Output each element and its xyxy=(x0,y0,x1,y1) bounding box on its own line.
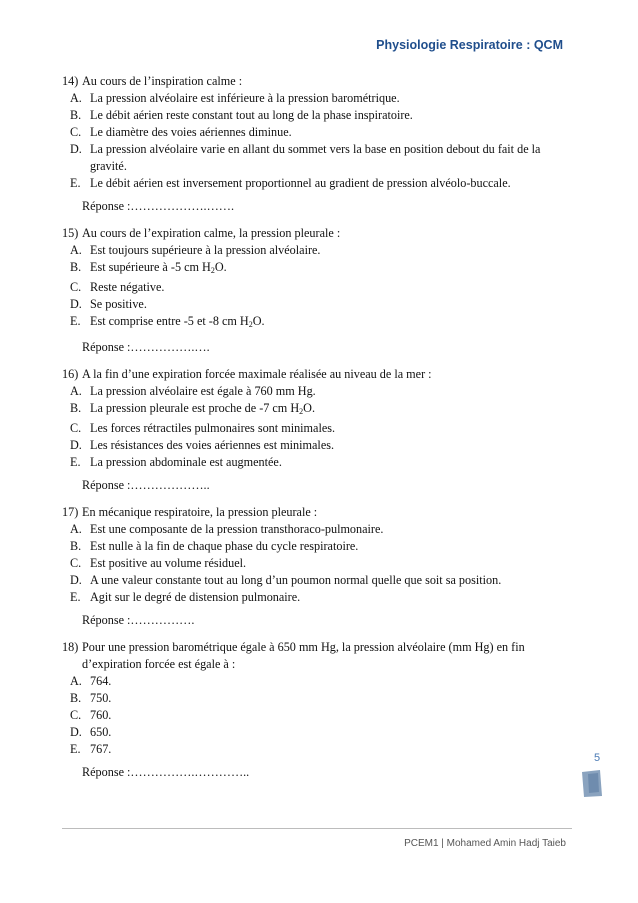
option-letter: D. xyxy=(70,297,82,311)
question-block xyxy=(62,225,572,356)
question-number: 17) xyxy=(62,505,79,519)
option-text: Agit sur le degré de distension pulmonaire. xyxy=(90,590,301,604)
option-text: 650. xyxy=(90,725,112,739)
option-text: Reste négative. xyxy=(90,280,165,294)
answer-line: Réponse :…………….…. xyxy=(82,340,210,354)
question-block xyxy=(62,639,572,781)
answer-option xyxy=(62,690,572,707)
option-text-part: Est comprise entre -5 et -8 cm H xyxy=(90,314,249,328)
option-text: Est nulle à la fin de chaque phase du cycle respiratoire. xyxy=(90,539,359,553)
option-letter: E. xyxy=(70,455,81,469)
question-stem xyxy=(62,639,572,673)
answer-option xyxy=(62,313,572,333)
answer-option xyxy=(62,279,572,296)
qcm-content xyxy=(62,73,572,791)
subscript: 2 xyxy=(299,407,304,416)
option-text: Est positive au volume résiduel. xyxy=(90,556,247,570)
page-tab-icon xyxy=(580,768,604,798)
footer-author: PCEM1 | Mohamed Amin Hadj Taieb xyxy=(404,838,566,849)
question-number: 16) xyxy=(62,367,79,381)
option-text: La pression alvéolaire est inférieure à la pression barométrique. xyxy=(90,91,400,105)
option-letter: A. xyxy=(70,674,82,688)
subscript: 2 xyxy=(248,320,253,329)
option-text: 750. xyxy=(90,691,112,705)
option-letter: D. xyxy=(70,142,82,156)
answer-option xyxy=(62,175,572,192)
option-letter: B. xyxy=(70,260,82,274)
question-block xyxy=(62,73,572,215)
option-letter: E. xyxy=(70,742,81,756)
option-letter: D. xyxy=(70,438,82,452)
answer-line: Réponse :…………….………….. xyxy=(82,765,250,779)
answer-option xyxy=(62,707,572,724)
option-letter: A. xyxy=(70,243,82,257)
question-stem xyxy=(62,366,572,383)
answer-option xyxy=(62,90,572,107)
option-text: 760. xyxy=(90,708,112,722)
option-text: Les résistances des voies aériennes est minimales. xyxy=(90,438,335,452)
option-text xyxy=(90,400,572,420)
question-text: En mécanique respiratoire, la pression pleurale : xyxy=(82,505,318,519)
answer-option xyxy=(62,538,572,555)
option-letter: A. xyxy=(70,384,82,398)
option-text-part: O. xyxy=(214,260,227,274)
answer-option xyxy=(62,673,572,690)
question-stem xyxy=(62,504,572,521)
option-text: Est toujours supérieure à la pression alvéolaire. xyxy=(90,243,321,257)
question-text: Pour une pression barométrique égale à 650 mm Hg, la pression alvéolaire (mm Hg) en fin d’expiration forcée est égale à : xyxy=(82,640,525,671)
option-text-part: O. xyxy=(303,401,315,415)
option-text: Le débit aérien reste constant tout au long de la phase inspiratoire. xyxy=(90,108,413,122)
option-letter: E. xyxy=(70,314,81,328)
option-text: Est une composante de la pression transthoraco-pulmonaire. xyxy=(90,522,384,536)
option-letter: C. xyxy=(70,708,82,722)
question-stem xyxy=(62,73,572,90)
option-text: 764. xyxy=(90,674,112,688)
question-text: A la fin d’une expiration forcée maximale réalisée au niveau de la mer : xyxy=(82,367,432,381)
answer-option xyxy=(62,141,572,175)
subscript: 2 xyxy=(210,266,215,275)
answer-option xyxy=(62,124,572,141)
answer-option xyxy=(62,589,572,606)
option-text: A une valeur constante tout au long d’un poumon normal quelle que soit sa position. xyxy=(90,573,502,587)
option-letter: C. xyxy=(70,125,82,139)
answer-option xyxy=(62,420,572,437)
question-block xyxy=(62,366,572,494)
option-letter: C. xyxy=(70,556,82,570)
option-text: La pression alvéolaire est égale à 760 mm Hg. xyxy=(90,384,316,398)
answer-option xyxy=(62,383,572,400)
option-letter: B. xyxy=(70,691,82,705)
option-text-part: Est supérieure à -5 cm H xyxy=(90,260,211,274)
option-text: Les forces rétractiles pulmonaires sont minimales. xyxy=(90,421,336,435)
option-letter: A. xyxy=(70,522,82,536)
answer-option xyxy=(62,242,572,259)
option-text: La pression alvéolaire varie en allant du sommet vers la base en position debout du fait de la gravité. xyxy=(90,142,541,173)
answer-option xyxy=(62,521,572,538)
answer-line: Réponse :……………. xyxy=(82,613,195,627)
option-letter: B. xyxy=(70,401,82,415)
question-text: Au cours de l’inspiration calme : xyxy=(82,74,243,88)
answer-option xyxy=(62,259,572,279)
option-letter: C. xyxy=(70,421,82,435)
option-text: La pression abdominale est augmentée. xyxy=(90,455,282,469)
option-text: Le diamètre des voies aériennes diminue. xyxy=(90,125,292,139)
question-number: 14) xyxy=(62,74,79,88)
answer-option xyxy=(62,400,572,420)
answer-option xyxy=(62,741,572,758)
option-text-part: La pression pleurale est proche de -7 cm H xyxy=(90,401,300,415)
option-letter: C. xyxy=(70,280,82,294)
page-number: 5 xyxy=(594,752,601,764)
question-text: Au cours de l’expiration calme, la pression pleurale : xyxy=(82,226,341,240)
option-letter: B. xyxy=(70,539,82,553)
answer-option xyxy=(62,107,572,124)
answer-option xyxy=(62,454,572,471)
option-letter: D. xyxy=(70,725,82,739)
option-text: Le débit aérien est inversement proportionnel au gradient de pression alvéolo-buccale. xyxy=(90,176,511,190)
question-number: 18) xyxy=(62,640,79,654)
option-letter: E. xyxy=(70,176,81,190)
option-letter: A. xyxy=(70,91,82,105)
answer-option xyxy=(62,296,572,313)
option-letter: E. xyxy=(70,590,81,604)
page-header-title: Physiologie Respiratoire : QCM xyxy=(376,38,563,52)
answer-option xyxy=(62,572,572,589)
option-text xyxy=(90,313,572,333)
question-block xyxy=(62,504,572,629)
answer-line: Réponse :……………….. xyxy=(82,478,210,492)
answer-option xyxy=(62,724,572,741)
answer-line: Réponse :……………….……. xyxy=(82,199,234,213)
option-text xyxy=(90,259,572,279)
option-text: Se positive. xyxy=(90,297,147,311)
question-number: 15) xyxy=(62,226,79,240)
question-stem xyxy=(62,225,572,242)
option-letter: D. xyxy=(70,573,82,587)
answer-option xyxy=(62,437,572,454)
footer-divider xyxy=(62,828,572,829)
option-letter: B. xyxy=(70,108,82,122)
option-text: 767. xyxy=(90,742,112,756)
answer-option xyxy=(62,555,572,572)
option-text-part: O. xyxy=(252,314,265,328)
